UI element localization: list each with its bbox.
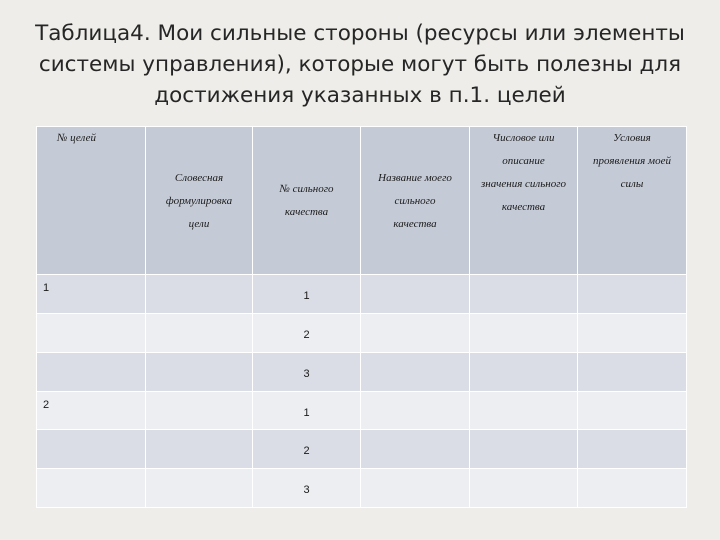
header-quality-name-line-3: качества [393,218,437,230]
verbal-goal-cell[interactable] [146,391,253,430]
numeric-value-cell[interactable] [470,275,578,314]
quality-number-cell[interactable] [253,275,361,314]
table-row [37,313,687,352]
quality-name-cell[interactable] [361,313,470,352]
title-line-2: системы управления), которые могут быть полезны для [38,52,682,77]
quality-name-cell[interactable] [361,430,470,469]
header-conditions-line-1: Условия [613,132,651,144]
quality-number-cell[interactable] [253,352,361,391]
numeric-value-cell[interactable] [470,352,578,391]
numeric-value-cell[interactable] [470,430,578,469]
goal-cell[interactable] [37,430,146,469]
verbal-goal-cell[interactable] [146,313,253,352]
header-goal-number-text: № целей [57,132,96,144]
header-numeric-line-2: описание [502,155,545,167]
quality-number-cell[interactable] [253,469,361,508]
header-quality-name-line-2: сильного [394,195,436,207]
header-verbal-line-1: Словесная [174,172,224,184]
header-verbal-line-2: формулировка [165,195,233,207]
header-quality-number [253,127,361,275]
numeric-value-cell[interactable] [470,391,578,430]
verbal-goal-cell[interactable] [146,430,253,469]
goal-cell[interactable] [37,469,146,508]
conditions-cell[interactable] [578,275,687,314]
quality-name-cell[interactable] [361,352,470,391]
header-verbal-goal [146,127,253,275]
goal-cell[interactable] [37,313,146,352]
table-row [37,275,687,314]
title-line-1: Таблица4. Мои сильные стороны (ресурсы или элементы [35,21,685,46]
goal-cell[interactable] [37,391,146,430]
header-goal-number [37,127,146,275]
header-conditions-line-3: силы [620,178,644,190]
verbal-goal-cell[interactable] [146,469,253,508]
table-row [37,352,687,391]
quality-number: 1 [303,290,310,303]
header-quality-name-line-1: Название моего [378,172,452,184]
header-verbal-line-3: цели [188,218,210,230]
table-header-row [37,127,687,275]
slide-title [30,18,690,111]
quality-number-cell[interactable] [253,391,361,430]
numeric-value-cell[interactable] [470,313,578,352]
goal-number: 1 [43,282,50,295]
conditions-cell[interactable] [578,469,687,508]
header-quality-name [361,127,470,275]
quality-name-cell[interactable] [361,469,470,508]
header-numeric-line-3: значения сильного [481,178,566,190]
header-numeric-line-4: качества [501,201,546,213]
header-quality-number-line-2: качества [284,206,329,218]
quality-number: 1 [303,406,310,419]
numeric-value-cell[interactable] [470,469,578,508]
conditions-cell[interactable] [578,352,687,391]
title-line-3: достижения указанных в п.1. целей [154,83,566,108]
goal-cell[interactable] [37,352,146,391]
goal-number: 2 [43,398,50,411]
header-numeric-line-1: Числовое или [492,132,555,144]
verbal-goal-cell[interactable] [146,352,253,391]
header-quality-number-line-1: № сильного [279,183,334,195]
conditions-cell[interactable] [578,391,687,430]
conditions-cell[interactable] [578,430,687,469]
goal-cell[interactable] [37,275,146,314]
header-conditions-line-2: проявления моей [593,155,671,167]
quality-number: 3 [303,367,310,380]
quality-name-cell[interactable] [361,391,470,430]
table-row [37,391,687,430]
quality-number: 2 [303,445,310,458]
strengths-table [36,126,686,508]
table-row [37,430,687,469]
verbal-goal-cell[interactable] [146,275,253,314]
table-row [37,469,687,508]
quality-number-cell[interactable] [253,430,361,469]
conditions-cell[interactable] [578,313,687,352]
quality-number: 3 [303,484,310,497]
quality-number: 2 [303,328,310,341]
header-numeric-value [470,127,578,275]
quality-name-cell[interactable] [361,275,470,314]
quality-number-cell[interactable] [253,313,361,352]
header-conditions [578,127,687,275]
